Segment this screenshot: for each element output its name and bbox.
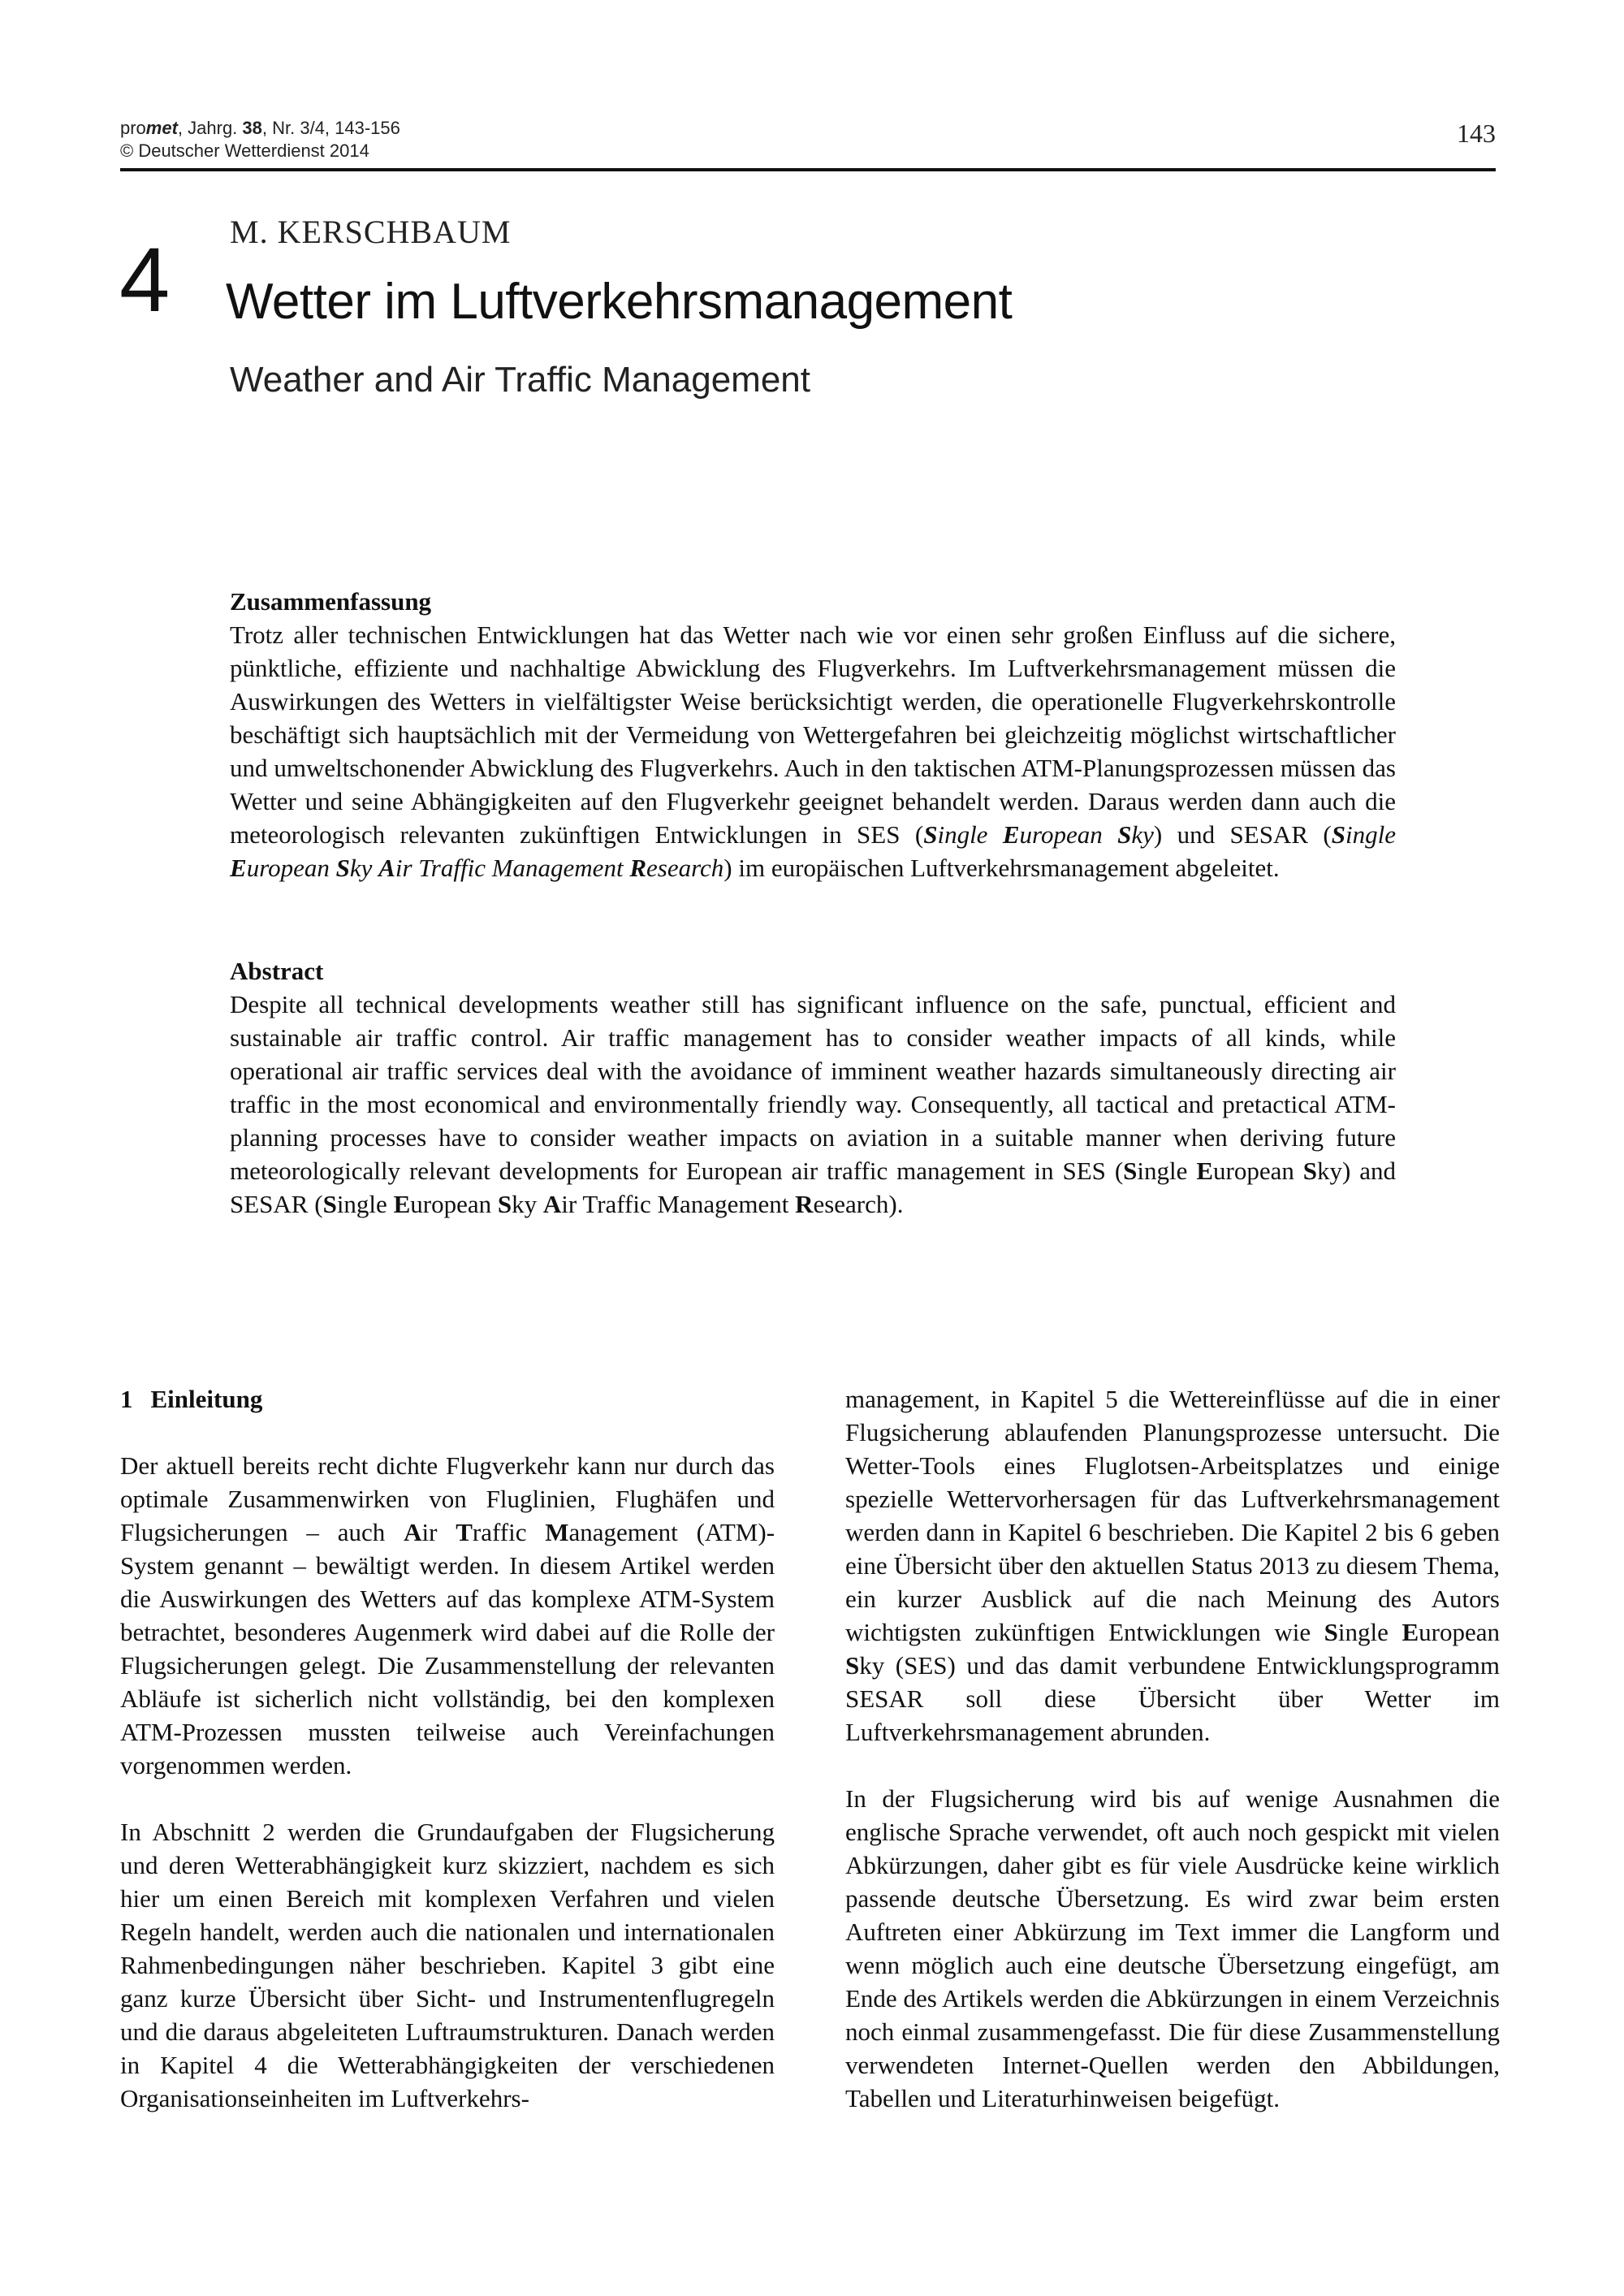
header-divider (120, 168, 1496, 171)
intro-paragraph-2-continued: management, in Kapitel 5 die Wettereinflüsse auf die in einer Flugsicherung ablaufenden Planungsprozesse untersucht. Die Wetter-Tools eines Fluglotsen-Arbeitsplatzes und einige spezielle Wettervorhersagen für das Luftverkehrsmanagement werden dann in Kapitel 6 beschrieben. Die Kapitel 2 bis 6 geben eine Übersicht über den aktuellen Status 2013 zu diesem Thema, ein kurzer Ausblick auf die nach Meinung des Autors wichtigsten zukünftigen Entwicklungen wie Single European Sky (SES) und das damit verbundene Entwicklungsprogramm SESAR soll diese Übersicht über Wetter im Luftverkehrsmanagement abrunden. (845, 1385, 1500, 1746)
zusammenfassung-text: Trotz aller technischen Entwicklungen hat das Wetter nach wie vor einen sehr großen Einfluss auf die sichere, pünktliche, effiziente und nachhaltige Abwicklung des Flugverkehrs. Im Luftverkehrsmanagement müssen die Auswirkungen des Wetters in vielfältigster Weise berücksichtigt werden, die operationelle Flugverkehrskontrolle beschäftigt sich hauptsächlich mit der Vermeidung von Wettergefahren bei gleichzeitig möglichst wirtschaftlicher und umweltschonender Abwicklung des Flugverkehrs. Auch in den taktischen ATM-Planungsprozessen müssen das Wetter und seine Abhängigkeiten auf den Flugverkehr geeignet behandelt werden. Daraus werden dann auch die meteorologisch relevanten zukünftigen Entwicklungen in SES (Single European Sky) und SESAR (Single European Sky Air Traffic Management Research) im europäischen Luftverkehrsmanagement abgeleitet. (230, 620, 1396, 882)
chapter-number: 4 (119, 229, 171, 331)
zusammenfassung-heading: Zusammenfassung (230, 587, 432, 616)
section-heading: 1 Einleitung (120, 1385, 263, 1413)
zusammenfassung-block (230, 585, 1396, 884)
journal-info (120, 117, 400, 162)
author-name: M. KERSCHBAUM (230, 214, 512, 250)
left-column (120, 1382, 775, 2148)
intro-paragraph-3: In der Flugsicherung wird bis auf wenige Ausnahmen die englische Sprache verwendet, oft auch noch gespickt mit vielen Abkürzungen, daher gibt es für viele Ausdrücke keine wirklich passende deutsche Übersetzung. Es wird zwar beim ersten Auftreten einer Abkürzung im Text immer die Langform und wenn möglich auch eine deutsche Übersetzung eingefügt, am Ende des Artikels werden die Abkürzungen in einem Verzeichnis noch einmal zusammengefasst. Die für diese Zusammenstellung verwendeten Internet-Quellen werden den Abbildungen, Tabellen und Literaturhinweisen beigefügt. (845, 1784, 1500, 2112)
journal-citation: promet, Jahrg. 38, Nr. 3/4, 143-156 (120, 118, 400, 138)
page-number: 143 (1457, 119, 1496, 148)
article-title: Wetter im Luftverkehrsmanagement (226, 274, 1013, 330)
abstract-block (230, 954, 1396, 1221)
abstract-heading: Abstract (230, 957, 324, 985)
abstract-text: Despite all technical developments weather still has significant influence on the safe, punctual, efficient and sustainable air traffic control. Air traffic management has to consider weather impacts of all kinds, while operational air traffic services deal with the avoidance of imminent weather hazards simultaneously directing air traffic in the most economical and environmentally friendly way. Consequently, all tactical and pretactical ATM-planning processes have to consider weather impacts on aviation in a suitable manner when deriving future meteorologically relevant developments for European air traffic management in SES (Single European Sky) and SESAR (Single European Sky Air Traffic Management Research). (230, 990, 1397, 1218)
copyright-line: © Deutscher Wetterdienst 2014 (120, 141, 369, 161)
right-column (845, 1382, 1500, 2148)
intro-paragraph-2: In Abschnitt 2 werden die Grundaufgaben der Flugsicherung und deren Wetterabhängigkeit kurz skizziert, nachdem es sich hier um einen Bereich mit komplexen Verfahren und vielen Regeln handelt, werden auch die nationalen und internationalen Rahmenbedingungen näher beschrieben. Kapitel 3 gibt eine ganz kurze Übersicht über Sicht- und Instrumentenflugregeln und die daraus abgeleiteten Luftraumstrukturen. Danach werden in Kapitel 4 die Wetterabhängigkeiten der verschiedenen Organisationseinheiten im Luftverkehrs- (120, 1818, 775, 2112)
intro-paragraph-1: Der aktuell bereits recht dichte Flugverkehr kann nur durch das optimale Zusammenwirken von Fluglinien, Flughäfen und Flugsicherungen – auch Air Traffic Management (ATM)-System genannt – bewältigt werden. In diesem Artikel werden die Auswirkungen des Wetters auf das komplexe ATM-System betrachtet, besonderes Augenmerk wird dabei auf die Rolle der Flugsicherungen gelegt. Die Zusammenstellung der relevanten Abläufe ist sicherlich nicht vollständig, bei den komplexen ATM-Prozessen mussten teilweise auch Vereinfachungen vorgenommen werden. (120, 1451, 775, 1779)
article-subtitle: Weather and Air Traffic Management (230, 360, 810, 400)
